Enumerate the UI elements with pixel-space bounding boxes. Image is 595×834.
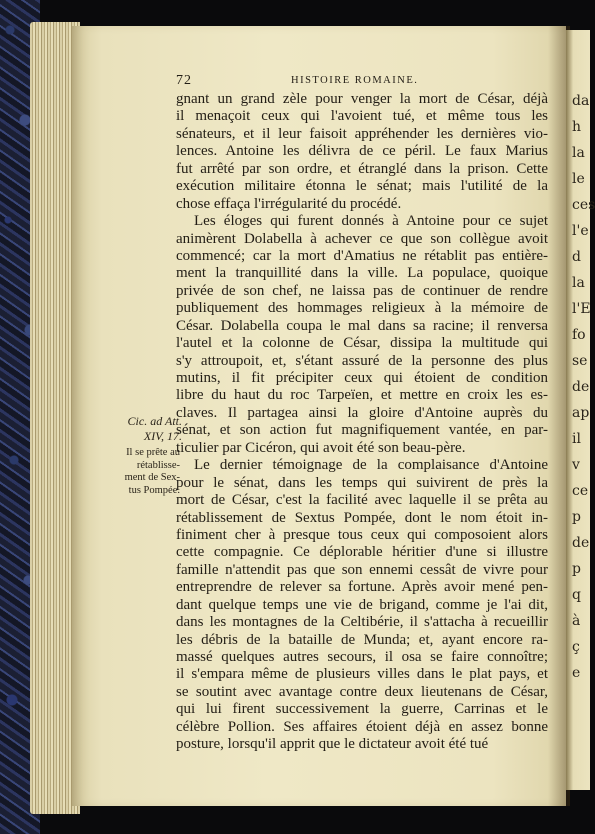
text-line: animèrent Dolabella à achever ce que son collègue avoit — [176, 230, 548, 247]
facing-page-word: ces — [572, 197, 595, 213]
facing-page-word: se — [572, 353, 588, 369]
text-line: sénat, et son action fut magnifiquement vantée, en par- — [176, 422, 548, 439]
margin-note-line: Cic. ad Att. — [127, 414, 182, 428]
text-line: rétablissement de Sextus Pompée, dont le nom étoit in- — [176, 509, 548, 526]
text-line: libre du haut du roc Tarpeïen, et mettre en croix les es- — [176, 387, 548, 404]
facing-page-word: d — [572, 249, 581, 265]
running-title: HISTOIRE ROMAINE. — [291, 75, 419, 86]
facing-page-word: p — [572, 561, 581, 577]
text-line: entreprendre de relever sa fortune. Après avoir mené pen- — [176, 579, 548, 596]
facing-page-word: la — [572, 275, 585, 291]
text-line: fut arrêté par son ordre, et étranglé dans la prison. Cette — [176, 160, 548, 177]
facing-page — [566, 30, 595, 790]
text-line: dans les montagnes de la Celtibérie, il s'attacha à recueillir — [176, 614, 548, 631]
text-line: privée de son chef, ne laissa pas de continuer de rendre — [176, 282, 548, 299]
text-line: il menaçoit ceux qui l'avoient tué, et même tous les — [176, 108, 548, 125]
facing-page-word: la — [572, 145, 585, 161]
margin-note-line: Il se prête au — [126, 447, 180, 458]
text-line: il s'empara même de plusieurs villes dans le plat pays, et — [176, 666, 548, 683]
text-line: qui lui firent successivement la guerre, Carrinas et le — [176, 701, 548, 718]
facing-page-word: q — [572, 587, 581, 603]
margin-note-sextus — [108, 447, 180, 497]
text-line: claves. Il partagea ainsi la gloire d'Antoine auprès du — [176, 404, 548, 421]
paragraph — [176, 91, 548, 213]
paragraph — [176, 457, 548, 753]
text-line: s'y attroupoit, et, s'étant assuré de la personne des plus — [176, 352, 548, 369]
text-line: Le dernier témoignage de la complaisance d'Antoine — [194, 457, 548, 474]
text-line: commencé; car la mort d'Amatius ne rétablit pas entière- — [176, 247, 548, 264]
facing-page-word: p — [572, 509, 581, 525]
facing-page-word: fo — [572, 327, 586, 343]
text-line: mutins, il fit précipiter ceux qui étoient de condition — [176, 370, 548, 386]
facing-page-word: l'E — [572, 301, 591, 317]
facing-page-word: il — [572, 431, 581, 447]
text-line: célèbre Pollion. Ses affaires étoient déjà en assez bonne — [176, 718, 548, 735]
margin-note-line: ment de Sex- — [124, 472, 180, 483]
text-line: mort de César, c'est la facilité avec laquelle il se prêta au — [176, 492, 548, 509]
text-line: se soutint avec avantage contre deux lieutenans de César, — [176, 683, 548, 700]
text-line: ticulier par Cicéron, qui avoit été son beau-père. — [176, 439, 466, 456]
margin-note-citation — [110, 414, 182, 444]
text-line: publiquement des hommages religieux à la mémoire de — [176, 300, 548, 317]
facing-page-word: h — [572, 119, 582, 135]
page-number: 72 — [176, 73, 192, 88]
facing-page-word: e — [572, 665, 581, 681]
text-line: lences. Antoine les délivra de ce péril. Le faux Marius — [176, 143, 548, 160]
facing-page-fragment — [566, 30, 595, 686]
text-line: massé quelques autres secours, il osa se faire connoître; — [176, 649, 548, 665]
text-line: exécution militaire étonna le sénat; mais l'utilité de la — [176, 178, 548, 195]
text-line: cette compagnie. Ce déplorable héritier d'une si illustre — [176, 544, 548, 561]
facing-page-word: da — [572, 93, 590, 109]
margin-note-line: XIV, 17. — [143, 429, 182, 443]
facing-page-word: v — [572, 457, 580, 473]
text-line: posture, lorsqu'il apprit que le dictateur avoit été tué — [176, 736, 489, 753]
margin-note-line: tus Pompée. — [128, 484, 180, 496]
margin-note-line: rétablisse- — [136, 459, 180, 471]
facing-page-word: de — [572, 379, 590, 395]
text-line: ment la tranquillité dans la ville. La populace, quoique — [176, 265, 548, 282]
facing-page-word: ap — [572, 405, 590, 421]
facing-page-word: le — [572, 171, 585, 187]
text-line: Les éloges qui furent donnés à Antoine pour ce sujet — [194, 213, 548, 230]
text-line: pour le sénat, dans les temps qui suivirent de près la — [176, 474, 548, 491]
text-line: gnant un grand zèle pour venger la mort de César, déjà — [176, 91, 548, 107]
text-line: sénateurs, et il leur faisoit appréhender les dernières vio- — [176, 125, 548, 142]
text-line: les débris de la bataille de Munda; et, ayant encore ra- — [176, 631, 548, 648]
body-text — [176, 91, 548, 754]
text-line: l'autel et la colonne de César, dissipa la multitude qui — [176, 335, 548, 352]
text-line: finiment cher à presque tous ceux qui composoient alors — [176, 526, 548, 543]
text-line: chose effaça l'irrégularité du procédé. — [176, 195, 402, 212]
facing-page-word: l'e — [572, 223, 589, 239]
text-line: César. Dolabella coupa le mal dans sa racine; il renversa — [176, 317, 548, 334]
facing-page-word: ce — [572, 483, 589, 499]
facing-page-word: à — [572, 613, 581, 629]
page-header — [176, 73, 548, 89]
text-line: famille n'attendit pas que son ennemi cessât de vivre pour — [176, 561, 548, 578]
facing-page-word: de — [572, 535, 590, 551]
facing-page-word: ç — [572, 639, 580, 655]
paragraph — [176, 213, 548, 457]
text-line: dant quelque temps une vie de brigand, comme je l'ai dit, — [176, 596, 548, 613]
